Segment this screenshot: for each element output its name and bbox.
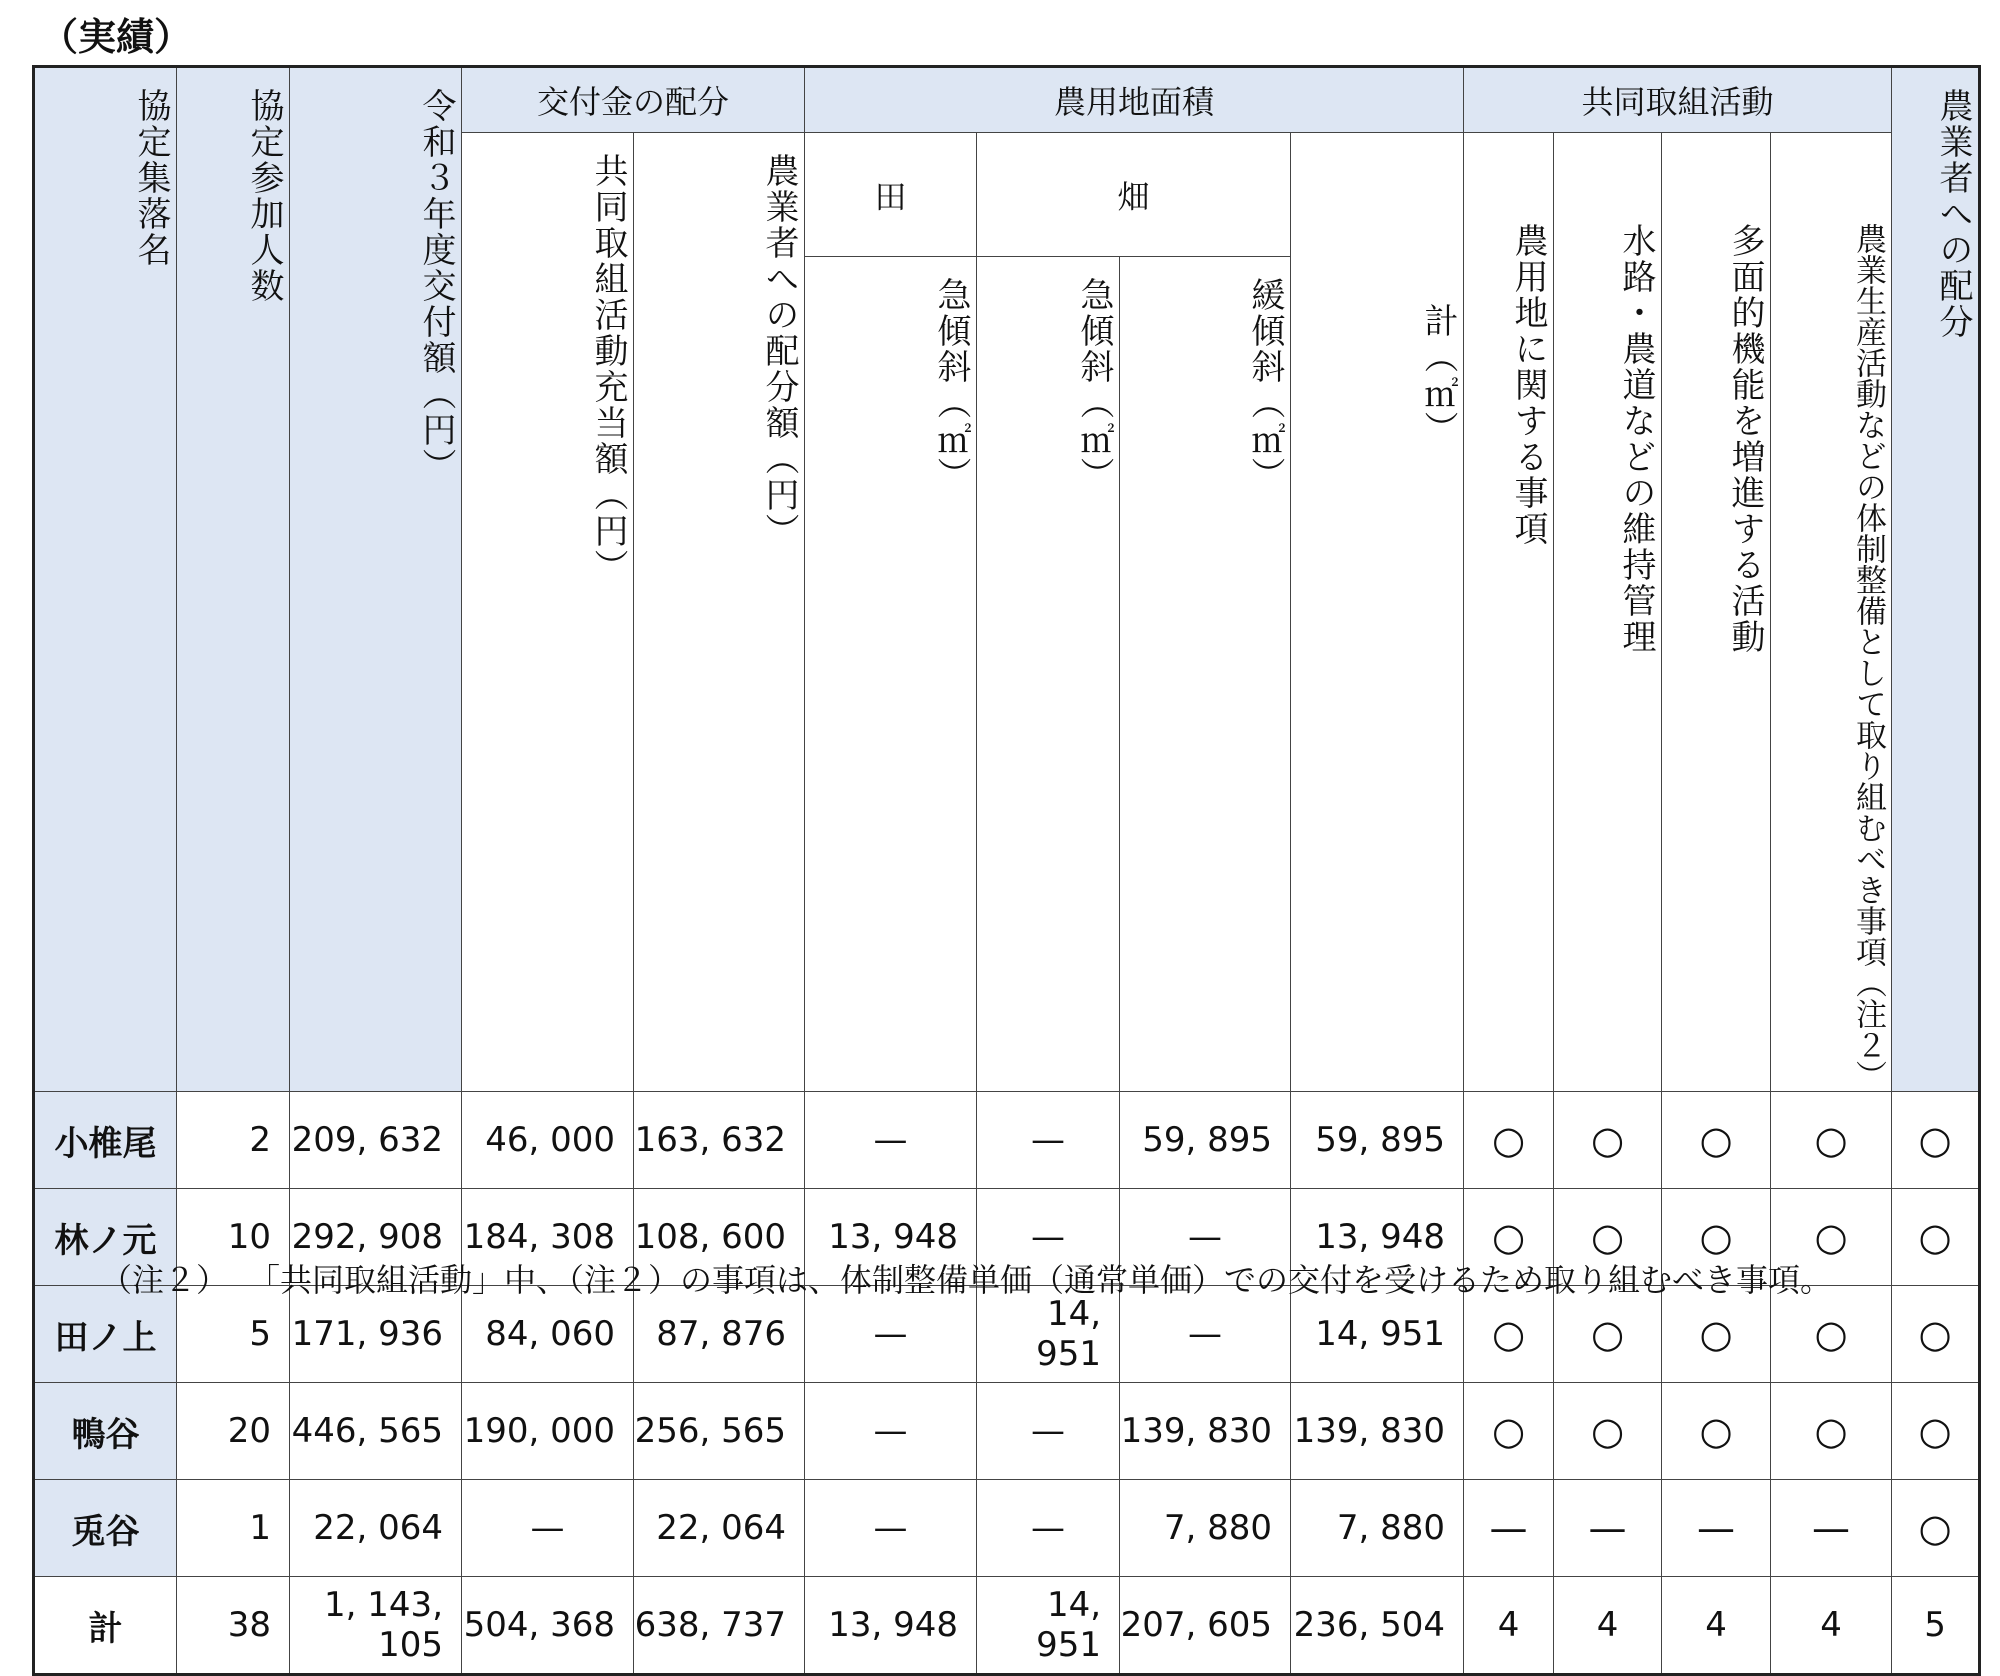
grant-cell: 171, 936 xyxy=(290,1286,462,1383)
header-farmer-distribution-amount: 農業者への配分額（円） xyxy=(634,133,805,1092)
area-grand-total: 236, 504 xyxy=(1291,1577,1464,1675)
participants-cell: 10 xyxy=(177,1189,290,1286)
production-system-count: 4 xyxy=(1771,1577,1892,1675)
table-row xyxy=(34,1092,1980,1189)
settlement-name: 兎谷 xyxy=(34,1480,177,1577)
header-field-steep: 急傾斜（㎡） xyxy=(977,257,1120,1092)
totals-row xyxy=(34,1577,1980,1675)
table-row xyxy=(34,1480,1980,1577)
field-gentle-total: 207, 605 xyxy=(1120,1577,1291,1675)
farmer-distribution-mark: ○ xyxy=(1892,1189,1980,1286)
field-gentle-cell: 139, 830 xyxy=(1120,1383,1291,1480)
waterway-mark: ○ xyxy=(1554,1383,1662,1480)
header-field-gentle: 緩傾斜（㎡） xyxy=(1120,257,1291,1092)
field-gentle-cell: 7, 880 xyxy=(1120,1480,1291,1577)
field-gentle-cell: 59, 895 xyxy=(1120,1092,1291,1189)
participants-cell: 20 xyxy=(177,1383,290,1480)
waterway-mark: ○ xyxy=(1554,1286,1662,1383)
header-paddy-steep: 急傾斜（㎡） xyxy=(805,257,977,1092)
multifunction-mark: ○ xyxy=(1662,1189,1771,1286)
area-total-cell: 7, 880 xyxy=(1291,1480,1464,1577)
totals-label: 計 xyxy=(34,1577,177,1675)
settlement-name: 小椎尾 xyxy=(34,1092,177,1189)
header-farmland-matters: 農用地に関する事項 xyxy=(1464,133,1554,1092)
farmer-distribution-mark: ○ xyxy=(1892,1383,1980,1480)
grant-cell: 446, 565 xyxy=(290,1383,462,1480)
field-steep-cell: 14, 951 xyxy=(977,1286,1120,1383)
header-participants: 協定参加人数 xyxy=(177,67,290,1092)
header-joint-activity-group: 共同取組活動 xyxy=(1464,67,1892,133)
field-steep-cell: — xyxy=(977,1189,1120,1286)
participants-cell: 5 xyxy=(177,1286,290,1383)
production-system-mark: — xyxy=(1771,1480,1892,1577)
settlement-name: 林ノ元 xyxy=(34,1189,177,1286)
joint-amount-cell: 46, 000 xyxy=(462,1092,634,1189)
grant-cell: 292, 908 xyxy=(290,1189,462,1286)
farmer-amount-cell: 108, 600 xyxy=(634,1189,805,1286)
grant-cell: 209, 632 xyxy=(290,1092,462,1189)
paddy-steep-total: 13, 948 xyxy=(805,1577,977,1675)
field-steep-total: 14, 951 xyxy=(977,1577,1120,1675)
header-settlement: 協定集落名 xyxy=(34,67,177,1092)
settlement-name: 田ノ上 xyxy=(34,1286,177,1383)
area-total-cell: 59, 895 xyxy=(1291,1092,1464,1189)
area-total-cell: 13, 948 xyxy=(1291,1189,1464,1286)
joint-amount-cell: 190, 000 xyxy=(462,1383,634,1480)
paddy-steep-cell: — xyxy=(805,1383,977,1480)
field-gentle-cell: — xyxy=(1120,1286,1291,1383)
farmland-mark: ○ xyxy=(1464,1189,1554,1286)
multifunction-mark: — xyxy=(1662,1480,1771,1577)
farmland-mark: ○ xyxy=(1464,1383,1554,1480)
header-multifunction: 多面的機能を増進する活動 xyxy=(1662,133,1771,1092)
farmland-mark: ○ xyxy=(1464,1092,1554,1189)
paddy-steep-cell: 13, 948 xyxy=(805,1189,977,1286)
header-grant-amount: 令和３年度交付額（円） xyxy=(290,67,462,1092)
farmer-amount-cell: 87, 876 xyxy=(634,1286,805,1383)
farmland-mark: ○ xyxy=(1464,1286,1554,1383)
paddy-steep-cell: — xyxy=(805,1092,977,1189)
participants-total: 38 xyxy=(177,1577,290,1675)
farmer-amount-total: 638, 737 xyxy=(634,1577,805,1675)
waterway-mark: — xyxy=(1554,1480,1662,1577)
production-system-mark: ○ xyxy=(1771,1189,1892,1286)
header-distribution-group: 交付金の配分 xyxy=(462,67,805,133)
footnote-label: （注２） xyxy=(100,1261,229,1299)
table-row xyxy=(34,1383,1980,1480)
paddy-steep-cell: — xyxy=(805,1286,977,1383)
results-table xyxy=(32,65,1981,1676)
header-area-total: 計（㎡） xyxy=(1291,133,1464,1092)
production-system-mark: ○ xyxy=(1771,1092,1892,1189)
joint-amount-total: 504, 368 xyxy=(462,1577,634,1675)
footnote xyxy=(100,1255,1832,1301)
multifunction-count: 4 xyxy=(1662,1577,1771,1675)
multifunction-mark: ○ xyxy=(1662,1383,1771,1480)
farmer-amount-cell: 22, 064 xyxy=(634,1480,805,1577)
header-waterway-maintenance: 水路・農道などの維持管理 xyxy=(1554,133,1662,1092)
header-paddy: 田 xyxy=(805,133,977,257)
field-steep-cell: — xyxy=(977,1092,1120,1189)
joint-amount-cell: — xyxy=(462,1480,634,1577)
settlement-name: 鴨谷 xyxy=(34,1383,177,1480)
farmer-distribution-mark: ○ xyxy=(1892,1480,1980,1577)
farmland-mark: — xyxy=(1464,1480,1554,1577)
header-land-area-group: 農用地面積 xyxy=(805,67,1464,133)
header-farmer-distribution: 農業者への配分 xyxy=(1892,67,1980,1092)
joint-amount-cell: 184, 308 xyxy=(462,1189,634,1286)
farmer-distribution-mark: ○ xyxy=(1892,1286,1980,1383)
production-system-mark: ○ xyxy=(1771,1286,1892,1383)
farmer-distribution-mark: ○ xyxy=(1892,1092,1980,1189)
waterway-mark: ○ xyxy=(1554,1189,1662,1286)
joint-amount-cell: 84, 060 xyxy=(462,1286,634,1383)
field-steep-cell: — xyxy=(977,1480,1120,1577)
header-joint-activity-amount: 共同取組活動充当額（円） xyxy=(462,133,634,1092)
farmland-count: 4 xyxy=(1464,1577,1554,1675)
field-gentle-cell: — xyxy=(1120,1189,1291,1286)
grant-total: 1, 143, 105 xyxy=(290,1577,462,1675)
participants-cell: 1 xyxy=(177,1480,290,1577)
field-steep-cell: — xyxy=(977,1383,1120,1480)
waterway-count: 4 xyxy=(1554,1577,1662,1675)
multifunction-mark: ○ xyxy=(1662,1286,1771,1383)
grant-cell: 22, 064 xyxy=(290,1480,462,1577)
farmer-distribution-count: 5 xyxy=(1892,1577,1980,1675)
farmer-amount-cell: 163, 632 xyxy=(634,1092,805,1189)
footnote-text: 「共同取組活動」中、（注２）の事項は、体制整備単価（通常単価）での交付を受けるため取り組むべき事項。 xyxy=(264,1261,1833,1299)
header-production-system: 農業生産活動などの体制整備として取り組むべき事項（注２） xyxy=(1771,133,1892,1092)
area-total-cell: 14, 951 xyxy=(1291,1286,1464,1383)
participants-cell: 2 xyxy=(177,1092,290,1189)
area-total-cell: 139, 830 xyxy=(1291,1383,1464,1480)
production-system-mark: ○ xyxy=(1771,1383,1892,1480)
paddy-steep-cell: — xyxy=(805,1480,977,1577)
multifunction-mark: ○ xyxy=(1662,1092,1771,1189)
farmer-amount-cell: 256, 565 xyxy=(634,1383,805,1480)
header-field: 畑 xyxy=(977,133,1291,257)
table-caption: （実績） xyxy=(40,15,193,59)
waterway-mark: ○ xyxy=(1554,1092,1662,1189)
